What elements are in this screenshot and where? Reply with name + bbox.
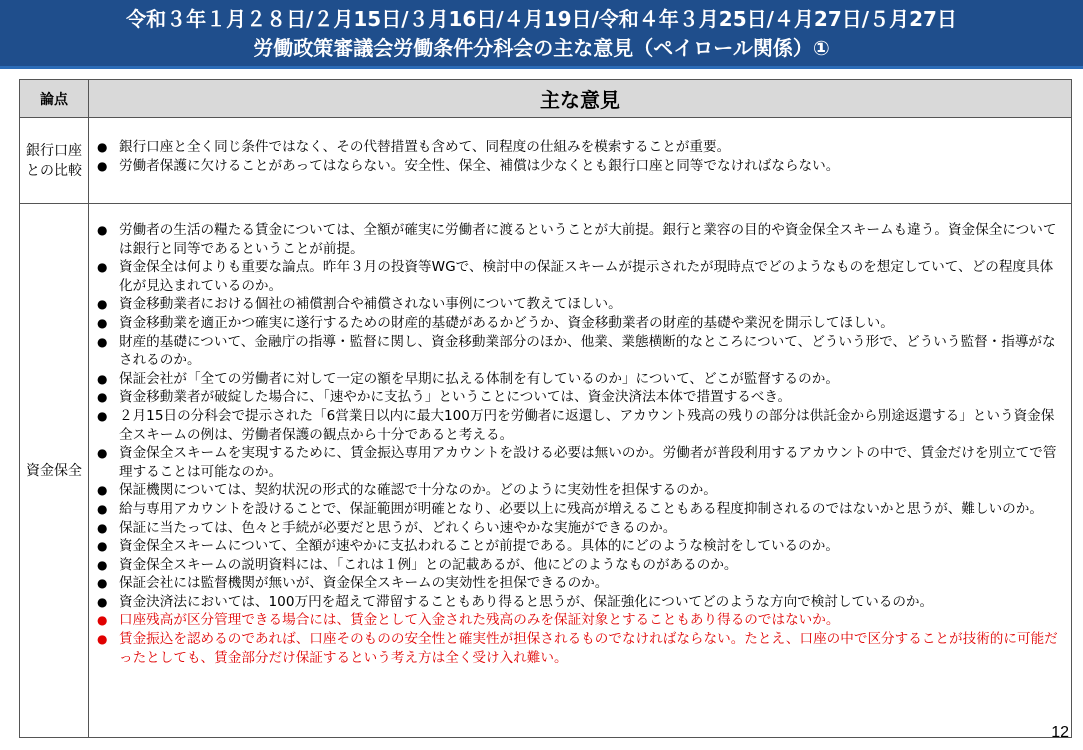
opinion-item: ● 給与専用アカウントを設けることで、保証範囲が明確となり、必要以上に残高が増えることもある程度抑制されるのではないかと思うが、難しいのか。: [119, 500, 1065, 519]
slide-header: [0, 0, 1083, 66]
opinion-item: ● 賃金振込を認めるのであれば、口座そのものの安全性と確実性が担保されるものでなければならない。たとえ、口座の中で区分することが技術的に可能だったとしても、賃金部分だけ保証するという考え方は全く受け入れ難い。: [119, 630, 1065, 667]
opinion-item: ● 資金保全は何よりも重要な論点。昨年３月の投資等WGで、検討中の保証スキームが提示されたが現時点でどのようなものを想定していて、どの程度具体化が見込まれているのか。: [119, 258, 1065, 295]
table-header-row: [20, 80, 1072, 118]
opinion-item: ● 資金移動業者における個社の補償割合や補償されない事例について教えてほしい。: [119, 295, 1065, 314]
opinion-item: ● 銀行口座と全く同じ条件ではなく、その代替措置も含めて、同程度の仕組みを模索することが重要。: [119, 138, 1065, 157]
title-line-1: 令和３年１月２８日/２月15日/３月16日/４月19日/令和４年３月25日/４月27日/５月27日: [126, 7, 957, 31]
topic-cell: 資金保全: [20, 204, 89, 738]
opinion-item: ● 財産的基礎について、金融庁の指導・監督に関し、資金移動業部分のほか、他業、業態横断的なところについて、どういう形で、どういう監督・指導がなされるのか。: [119, 333, 1065, 370]
opinions-cell: [89, 204, 1072, 738]
opinion-list: [89, 118, 1071, 175]
opinion-item: ● 資金保全スキームの説明資料には、「これは１例」との記載あるが、他にどのようなものがあるのか。: [119, 556, 1065, 575]
title-line-2: 労働政策審議会労働条件分科会の主な意見（ペイロール関係）①: [253, 36, 830, 60]
opinion-item: ● 資金移動業を適正かつ確実に遂行するための財産的基礎があるかどうか、資金移動業者の財産的基礎や業況を開示してほしい。: [119, 314, 1065, 333]
table-row: [20, 204, 1072, 738]
opinion-item: ● 労働者の生活の糧たる賃金については、全額が確実に労働者に渡るということが大前提。銀行と業容の目的や資金保全スキームも違う。資金保全については銀行と同等であるということが前提。: [119, 221, 1065, 258]
col-header-topic: 論点: [20, 80, 89, 118]
opinion-item: ● 資金決済法においては、100万円を超えて滞留することもあり得ると思うが、保証強化についてどのような方向で検討しているのか。: [119, 593, 1065, 612]
opinion-item: ● 保証機関については、契約状況の形式的な確認で十分なのか。どのように実効性を担保するのか。: [119, 481, 1065, 500]
opinion-item: ● 口座残高が区分管理できる場合には、賃金として入金された残高のみを保証対象とすることもあり得るのではないか。: [119, 611, 1065, 630]
opinion-item: ● 保証会社が「全ての労働者に対して一定の額を早期に払える体制を有しているのか」について、どこが監督するのか。: [119, 370, 1065, 389]
page-number: 12: [1051, 724, 1069, 741]
opinion-item: ● 保証会社には監督機関が無いが、資金保全スキームの実効性を担保できるのか。: [119, 574, 1065, 593]
opinion-item: ● 保証に当たっては、色々と手続が必要だと思うが、どれくらい速やかな実施ができるのか。: [119, 519, 1065, 538]
opinion-item: ● 資金保全スキームについて、全額が速やかに支払われることが前提である。具体的にどのような検討をしているのか。: [119, 537, 1065, 556]
opinions-cell: [89, 118, 1072, 204]
opinion-list: [89, 204, 1071, 667]
header-rule: [0, 66, 1083, 69]
opinion-item: ● 労働者保護に欠けることがあってはならない。安全性、保全、補償は少なくとも銀行口座と同等でなければならない。: [119, 157, 1065, 176]
opinions-table: [19, 79, 1072, 738]
table-row: [20, 118, 1072, 204]
col-header-opinions: 主な意見: [89, 80, 1072, 118]
opinion-item: ● 資金移動業者が破綻した場合に、「速やかに支払う」ということについては、資金決済法本体で措置するべき。: [119, 388, 1065, 407]
opinion-item: ● ２月15日の分科会で提示された「6営業日以内に最大100万円を労働者に返還し、アカウント残高の残りの部分は供託金から別途返還する」という資金保全スキームの例は、労働者保護の観点から十分であると考える。: [119, 407, 1065, 444]
topic-cell: 銀行口座との比較: [20, 118, 89, 204]
opinion-item: ● 資金保全スキームを実現するために、賃金振込専用アカウントを設ける必要は無いのか。労働者が普段利用するアカウントの中で、賃金だけを別立てで管理することは可能なのか。: [119, 444, 1065, 481]
